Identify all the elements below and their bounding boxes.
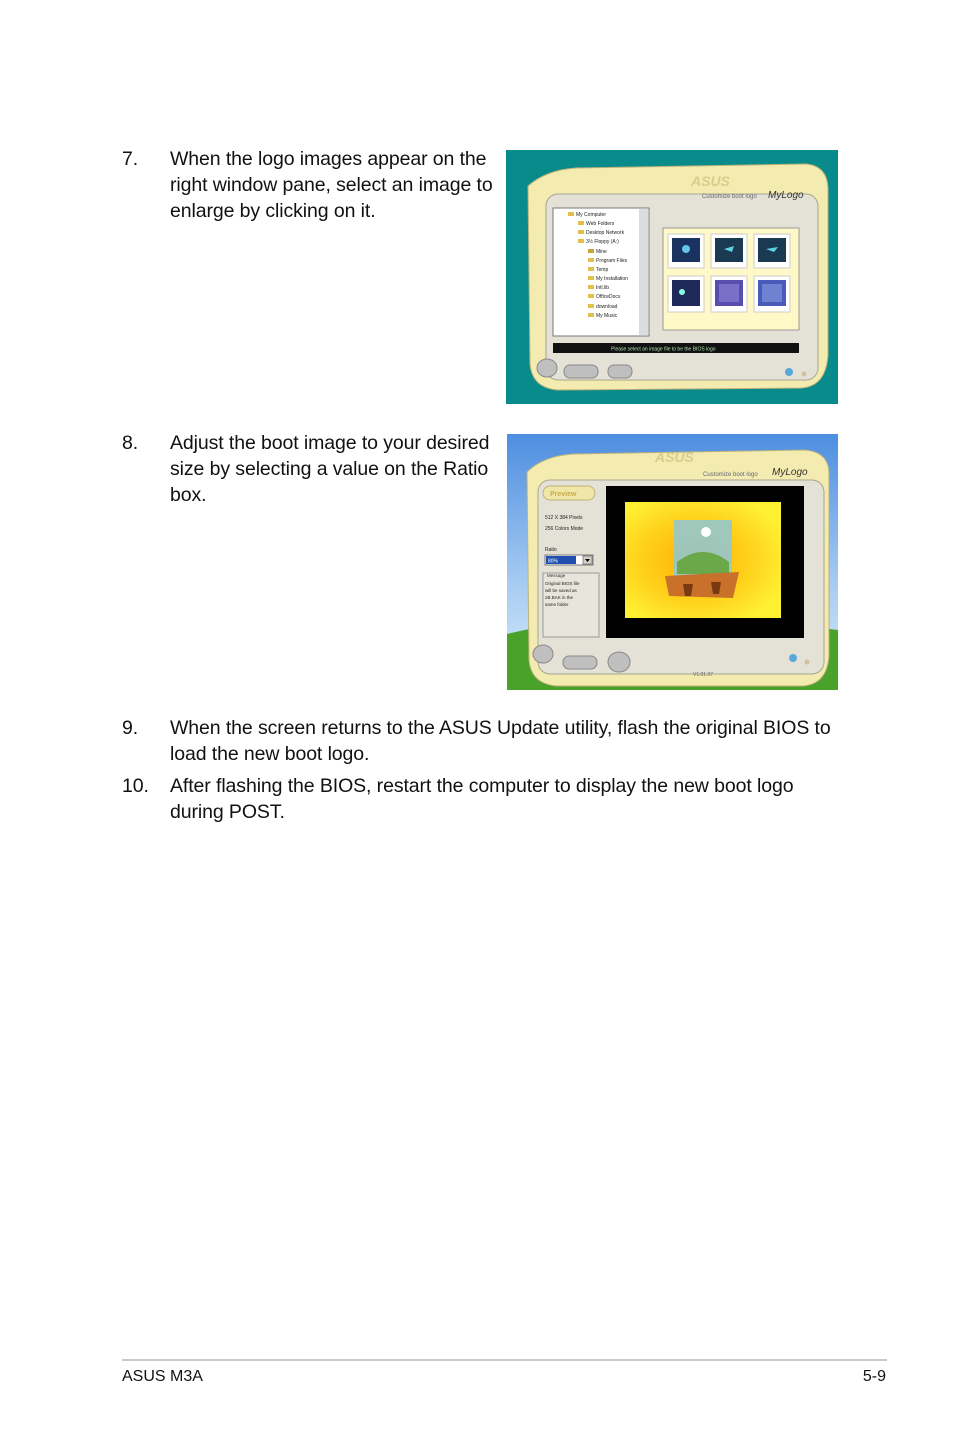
svg-text:Temp: Temp: [596, 267, 609, 273]
svg-text:Preview: Preview: [550, 491, 577, 498]
svg-text:My Music: My Music: [596, 313, 618, 319]
version-text: V1.01.07: [693, 672, 714, 678]
app-name-text: MyLogo: [768, 190, 804, 201]
help-icon[interactable]: [785, 368, 793, 376]
svg-text:2B.BAK in the: 2B.BAK in the: [545, 595, 574, 600]
svg-text:download: download: [596, 304, 618, 310]
tagline-text: Customize boot logo: [702, 194, 757, 200]
screenshot-mylogo-preview: [507, 434, 838, 690]
svg-text:Original BIOS file: Original BIOS file: [545, 581, 580, 586]
svg-text:OfficeDocs: OfficeDocs: [596, 294, 621, 300]
step-text: Adjust the boot image to your desired size by selecting a value on the Ratio box.: [170, 432, 490, 506]
next-button[interactable]: [563, 656, 597, 669]
step-8: [122, 430, 502, 510]
svg-text:Message: Message: [547, 573, 566, 578]
step-text: After flashing the BIOS, restart the computer to display the new boot logo during POST.: [170, 775, 794, 823]
resolution-text: 512 X 384 Pixels: [545, 515, 583, 521]
flash-button[interactable]: [608, 652, 630, 672]
step-text: When the logo images appear on the right window pane, select an image to enlarge by clicking on it.: [170, 148, 493, 222]
svg-text:My Computer: My Computer: [576, 212, 607, 218]
svg-text:Program Files: Program Files: [596, 258, 628, 264]
next-button[interactable]: [564, 365, 598, 378]
status-bar-text: Please select an image file to be the BIOS logo: [611, 346, 716, 353]
step-9: [122, 715, 852, 769]
app-name-text: MyLogo: [772, 467, 808, 478]
step-number: 9.: [122, 717, 139, 739]
svg-text:will be saved as: will be saved as: [545, 588, 577, 593]
asus-brand-text: ASUS: [691, 173, 730, 189]
cancel-button[interactable]: [608, 365, 632, 378]
step-text: When the screen returns to the ASUS Update utility, flash the original BIOS to load the new boot logo.: [170, 717, 831, 765]
svg-text:80%: 80%: [548, 558, 559, 565]
back-icon[interactable]: [537, 359, 557, 377]
svg-text:3½ Floppy (A:): 3½ Floppy (A:): [586, 239, 619, 245]
step-number: 8.: [122, 432, 139, 454]
footer-left: ASUS M3A: [122, 1368, 203, 1385]
help-icon[interactable]: [789, 654, 797, 662]
svg-text:Web Folders: Web Folders: [586, 221, 615, 227]
screenshot-mylogo-browse: [506, 150, 838, 404]
svg-text:Desktop Network: Desktop Network: [586, 230, 625, 236]
svg-text:My Installation: My Installation: [596, 276, 628, 282]
footer-rule: [122, 1359, 887, 1361]
svg-text:same folder: same folder: [545, 602, 569, 607]
footer-page-number: 5-9: [862, 1368, 886, 1385]
color-mode-text: 256 Colors Mode: [545, 526, 584, 532]
svg-text:Mine: Mine: [596, 249, 607, 255]
back-icon[interactable]: [533, 645, 553, 663]
asus-brand-text: ASUS: [655, 449, 694, 465]
ratio-label: Ratio: [545, 547, 557, 553]
step-10: [122, 773, 852, 827]
step-7: [122, 146, 502, 226]
svg-text:Intl.lib: Intl.lib: [596, 285, 610, 291]
step-number: 7.: [122, 148, 139, 170]
step-number: 10.: [122, 775, 149, 797]
tagline-text: Customize boot logo: [703, 472, 758, 478]
